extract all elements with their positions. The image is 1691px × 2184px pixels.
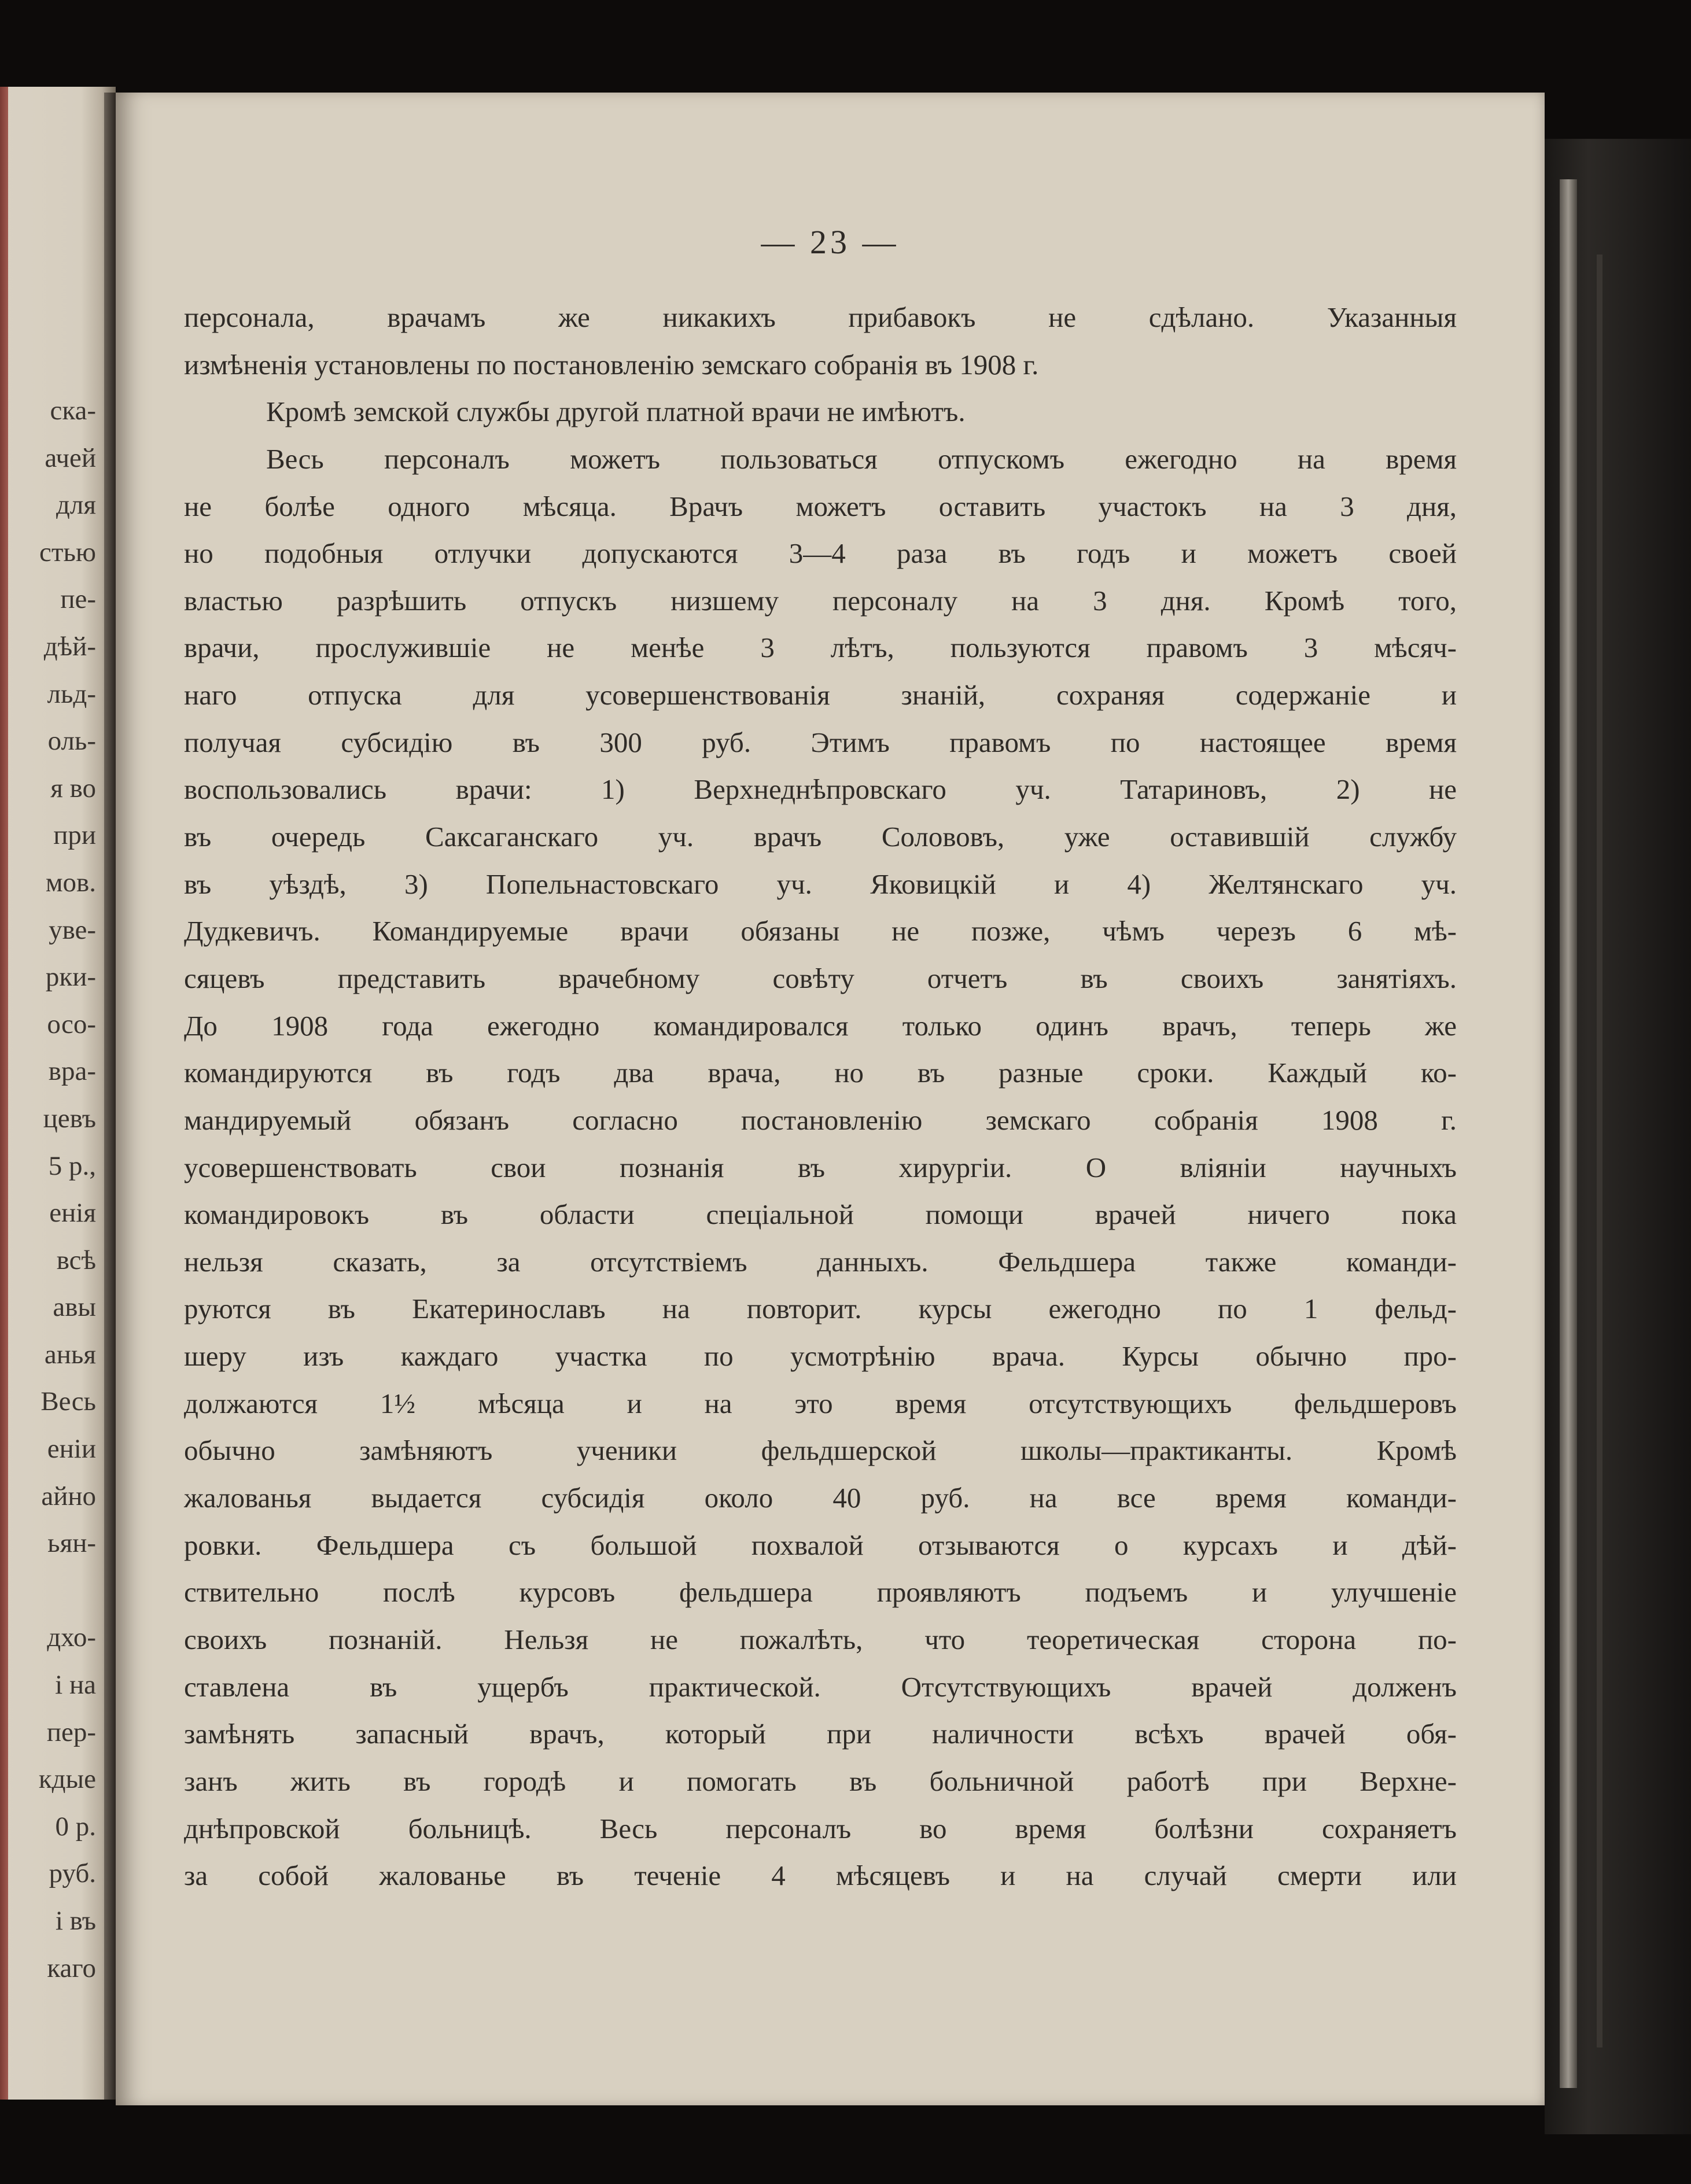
previous-page-line: ьян- <box>47 1528 96 1559</box>
previous-page-line: всѣ <box>56 1245 96 1275</box>
previous-page-line: осо- <box>47 1009 96 1039</box>
previous-page-line: і въ <box>55 1906 96 1936</box>
previous-page-line: для <box>56 490 96 521</box>
previous-page-line: кдые <box>38 1764 96 1795</box>
previous-page-line: вра- <box>48 1056 96 1087</box>
text-line: жалованья выдается субсидія около 40 руб. на все время команди- <box>184 1482 1457 1514</box>
text-line: Дудкевичъ. Командируемые врачи обязаны не позже, чѣмъ черезъ 6 мѣ- <box>184 915 1457 947</box>
text-line: До 1908 года ежегодно командировался только одинъ врачъ, теперь же <box>184 1009 1457 1042</box>
previous-page-edge <box>0 87 116 2100</box>
previous-page-line: пе- <box>60 584 96 615</box>
text-line: мандируемый обязанъ согласно постановленію земскаго собранія 1908 г. <box>184 1104 1457 1136</box>
text-line: въ уѣздѣ, 3) Попельнастовскаго уч. Яковицкій и 4) Желтянскаго уч. <box>184 868 1457 900</box>
previous-page-line: руб. <box>49 1858 96 1889</box>
previous-page-line: ачей <box>45 442 96 473</box>
text-line: наго отпуска для усовершенствованія знаній, сохраняя содержаніе и <box>184 679 1457 711</box>
previous-page-line: оль- <box>47 726 96 757</box>
previous-page-line: і на <box>55 1670 96 1700</box>
previous-page-line: при <box>53 820 96 851</box>
previous-page-line: я во <box>50 773 96 803</box>
text-line: своихъ познаній. Нельзя не пожалѣть, что теоретическая сторона по- <box>184 1623 1457 1655</box>
text-line: ставлена въ ущербъ практической. Отсутствующихъ врачей долженъ <box>184 1670 1457 1703</box>
text-line: за собой жалованье въ теченіе 4 мѣсяцевъ и на случай смерти или <box>184 1860 1457 1892</box>
text-line: обычно замѣняютъ ученики фельдшерской школы—практиканты. Кромѣ <box>184 1434 1457 1467</box>
previous-page-line: 5 р., <box>48 1150 96 1181</box>
previous-page-line: дѣй- <box>43 631 96 662</box>
text-line: замѣнять запасный врачъ, который при наличности всѣхъ врачей обя- <box>184 1718 1457 1750</box>
text-line: измѣненія установлены по постановленію земскаго собранія въ 1908 г. <box>184 348 1039 381</box>
previous-page-line: енія <box>49 1198 96 1228</box>
text-line: персонала, врачамъ же никакихъ прибавокъ не сдѣлано. Указанныя <box>184 301 1457 333</box>
text-line: усовершенствовать свои познанія въ хирургіи. О вліяніи научныхъ <box>184 1151 1457 1183</box>
previous-page-line: рки- <box>45 962 96 993</box>
previous-page-line: Весь <box>40 1386 96 1417</box>
previous-page-line: пер- <box>46 1717 96 1747</box>
text-line: не болѣе одного мѣсяца. Врачъ можетъ оставить участокъ на 3 дня, <box>184 490 1457 522</box>
previous-page-line: стью <box>39 537 96 567</box>
page-number: — 23 — <box>761 223 900 261</box>
text-line: врачи, прослужившіе не менѣе 3 лѣтъ, пользуются правомъ 3 мѣсяч- <box>184 632 1457 664</box>
text-line: властью разрѣшить отпускъ низшему персоналу на 3 дня. Кромѣ того, <box>184 584 1457 617</box>
text-line: воспользовались врачи: 1) Верхнеднѣпровскаго уч. Татариновъ, 2) не <box>184 773 1457 806</box>
text-line: сяцевъ представить врачебному совѣту отчетъ въ своихъ занятіяхъ. <box>184 962 1457 994</box>
previous-page-line: анья <box>44 1339 96 1370</box>
text-line: руются въ Екатеринославъ на повторит. курсы ежегодно по 1 фельд- <box>184 1293 1457 1325</box>
previous-page-line: дхо- <box>47 1622 96 1653</box>
text-line: нельзя сказать, за отсутствіемъ данныхъ. Фельдшера также команди- <box>184 1245 1457 1278</box>
book-right-edge <box>1545 139 1691 2134</box>
text-line: Весь персоналъ можетъ пользоваться отпускомъ ежегодно на время <box>266 442 1457 475</box>
text-line: шеру изъ каждаго участка по усмотрѣнію врача. Курсы обычно про- <box>184 1340 1457 1373</box>
cover-edge <box>1597 254 1602 2048</box>
previous-page-line: 0 р. <box>55 1811 96 1842</box>
text-line: командировокъ въ области спеціальной помощи врачей ничего пока <box>184 1198 1457 1231</box>
previous-page-line: еніи <box>47 1434 96 1464</box>
previous-page-line: мов. <box>45 867 96 898</box>
previous-page-line: льд- <box>47 678 96 709</box>
page-stack-edge <box>1560 179 1577 2088</box>
text-line: ствительно послѣ курсовъ фельдшера проявляютъ подъемъ и улучшеніе <box>184 1576 1457 1609</box>
text-line: командируются въ годъ два врача, но въ разные сроки. Каждый ко- <box>184 1057 1457 1089</box>
text-line: Кромѣ земской службы другой платной врачи не имѣютъ. <box>266 396 966 428</box>
page-body <box>184 294 1457 1899</box>
previous-page-line: каго <box>47 1953 96 1983</box>
book-page <box>116 93 1545 2105</box>
previous-page-line: ска- <box>50 396 96 426</box>
text-line: должаются 1½ мѣсяца и на это время отсутствующихъ фельдшеровъ <box>184 1387 1457 1419</box>
previous-page-line: авы <box>53 1292 96 1323</box>
previous-page-line: айно <box>41 1481 96 1511</box>
previous-page-line: цевъ <box>43 1103 96 1134</box>
text-line: днѣпровской больницѣ. Весь персоналъ во время болѣзни сохраняетъ <box>184 1812 1457 1844</box>
text-line: въ очередь Саксаганскаго уч. врачъ Солововъ, уже оставившій службу <box>184 821 1457 853</box>
text-line: получая субсидію въ 300 руб. Этимъ правомъ по настоящее время <box>184 726 1457 758</box>
previous-page-line: уве- <box>49 914 96 945</box>
text-line: ровки. Фельдшера съ большой похвалой отзываются о курсахъ и дѣй- <box>184 1529 1457 1561</box>
previous-page-line <box>0 1567 96 1615</box>
previous-page-text <box>0 388 96 1992</box>
text-line: но подобныя отлучки допускаются 3—4 раза въ годъ и можетъ своей <box>184 537 1457 570</box>
text-line: занъ жить въ городѣ и помогать въ больничной работѣ при Верхне- <box>184 1765 1457 1797</box>
